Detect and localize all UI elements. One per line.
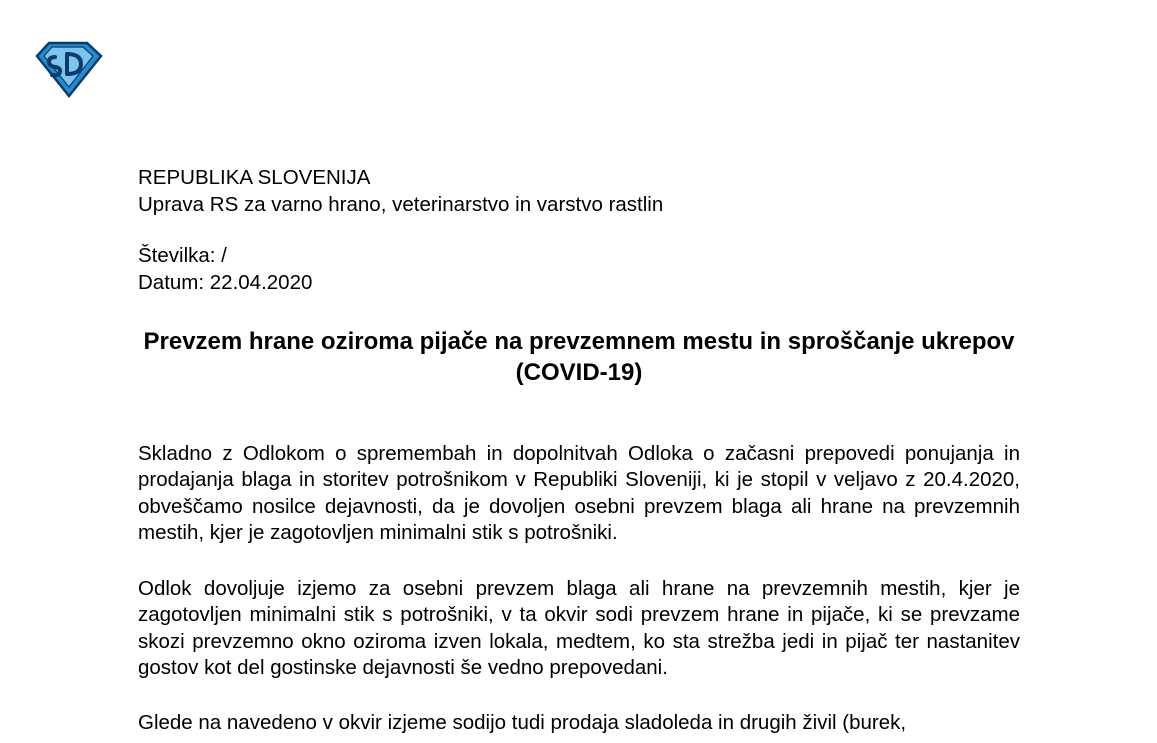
paragraph-2: Odlok dovoljuje izjemo za osebni prevzem blaga ali hrane na prevzemnih mestih, kjer je zagotovljen minimalni stik s potrošniki, v ta okvir sodi prevzem hrane in pijače, ki se prevzame skozi prevzemno okno oziroma izven lokala, medtem, ko sta strežba jedi in pijač ter nastanitev gostov kot del gostinske dejavnosti še vedno prepovedani.: [138, 577, 1020, 679]
logo-icon: [31, 40, 103, 98]
logo-text: SD: [31, 40, 33, 41]
agency-name: Uprava RS za varno hrano, veterinarstvo in varstvo rastlin: [138, 192, 664, 216]
authority-header: [138, 165, 663, 218]
document-date: Datum: 22.04.2020: [138, 270, 313, 294]
paragraph-1: Skladno z Odlokom o spremembah in dopolnitvah Odloka o začasni prepovedi ponujanja in prodajanja blaga in storitev potrošnikom v Republiki Sloveniji, ki je stopil v veljavo z 20.4.2020, obveščamo nosilce dejavnosti, da je dovoljen osebni prevzem blaga ali hrane na prevzemnih mestih, kjer je zagotovljen minimalni stik s potrošniki.: [138, 442, 1020, 544]
document-meta: [138, 243, 312, 296]
paragraph-3: Glede na navedeno v okvir izjeme sodijo tudi prodaja sladoleda in drugih živil (burek,: [138, 711, 907, 734]
document-number: Številka: /: [138, 244, 227, 267]
country-name: REPUBLIKA SLOVENIJA: [138, 166, 371, 189]
document-title: Prevzem hrane oziroma pijače na prevzemnem mestu in sproščanje ukrepov (COVID-19): [143, 328, 1015, 386]
